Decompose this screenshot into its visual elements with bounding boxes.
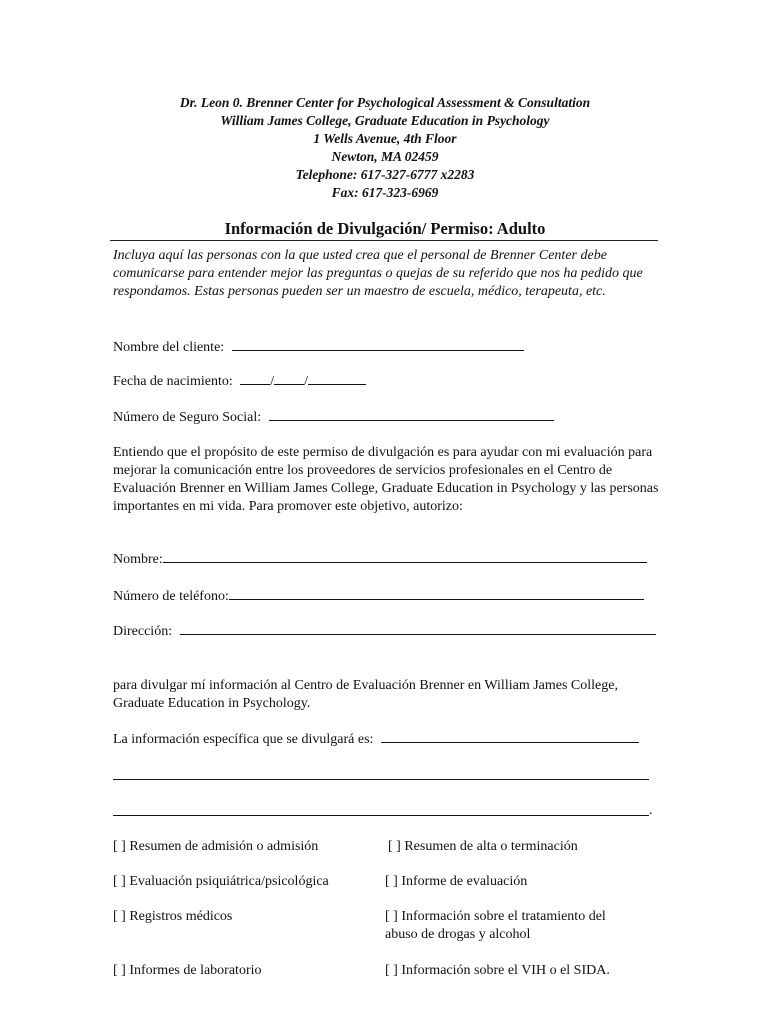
ssn-field[interactable] [269, 409, 554, 421]
specific-info-line-2[interactable] [113, 779, 649, 780]
header-center-name: Dr. Leon 0. Brenner Center for Psychological Assessment & Consultation [179, 95, 591, 110]
checkbox-substance-abuse-treatment[interactable]: [ ] Información sobre el tratamiento del abuso de drogas y alcohol [385, 909, 606, 942]
client-name-field[interactable] [232, 339, 524, 351]
client-name-label: Nombre del cliente: [113, 340, 225, 355]
contact-phone-row [113, 588, 644, 605]
dob-separator: / [304, 374, 309, 389]
contact-name-label: Nombre: [113, 552, 163, 567]
checkbox-discharge-summary[interactable]: [ ] Resumen de alta o terminación [388, 839, 578, 854]
header-city: Newton, MA 02459 [331, 149, 439, 164]
line-end-period: . [649, 803, 653, 818]
intro-instructions: Incluya aquí las personas con la que usted crea que el personal de Brenner Center debe comunicarse para entender mejor las preguntas o quejas de su referido que nos ha pedido que respondamos. Estas personas pueden ser un maestro de escuela, médico, terapeuta, etc. [113, 248, 643, 299]
contact-address-label: Dirección: [113, 624, 173, 639]
client-name-row [113, 339, 524, 356]
ssn-label: Número de Seguro Social: [113, 410, 262, 425]
contact-name-field[interactable] [163, 551, 647, 563]
contact-address-field[interactable] [180, 623, 656, 635]
contact-phone-label: Número de teléfono: [113, 589, 229, 604]
ssn-row [113, 409, 554, 426]
contact-phone-field[interactable] [229, 588, 644, 600]
checkbox-medical-records[interactable]: [ ] Registros médicos [113, 909, 233, 924]
dob-label: Fecha de nacimiento: [113, 374, 233, 389]
specific-info-label: La información específica que se divulgará es: [113, 732, 374, 747]
header-college: William James College, Graduate Education in Psychology [220, 113, 550, 128]
header-street: 1 Wells Avenue, 4th Floor [313, 131, 457, 146]
checkbox-lab-reports[interactable]: [ ] Informes de laboratorio [113, 963, 262, 978]
header-fax: Fax: 617-323-6969 [331, 185, 439, 200]
title-divider [110, 240, 658, 241]
dob-row [113, 373, 366, 390]
checkbox-psych-evaluation[interactable]: [ ] Evaluación psiquiátrica/psicológica [113, 874, 329, 889]
specific-info-row [113, 731, 639, 748]
contact-name-row [113, 551, 647, 568]
dob-month-field[interactable] [240, 373, 270, 385]
checkbox-hiv-aids-info[interactable]: [ ] Información sobre el VIH o el SIDA. [385, 963, 610, 978]
contact-address-row [113, 623, 656, 640]
specific-info-line-3[interactable] [113, 815, 649, 816]
dob-day-field[interactable] [274, 373, 304, 385]
checkbox-admission-summary[interactable]: [ ] Resumen de admisión o admisión [113, 839, 319, 854]
checkbox-evaluation-report[interactable]: [ ] Informe de evaluación [385, 874, 528, 889]
consent-statement: Entiendo que el propósito de este permiso de divulgación es para ayudar con mi evaluación para mejorar la comunicación entre los proveedores de servicios profesionales en el Centro de Evaluación Brenner en William James College, Graduate Education in Psychology y las personas importantes en mi vida. Para promover este objetivo, autorizo: [113, 445, 659, 514]
dob-year-field[interactable] [308, 373, 366, 385]
letterhead [0, 94, 770, 202]
dob-separator: / [270, 374, 275, 389]
header-telephone: Telephone: 617-327-6777 x2283 [295, 167, 475, 182]
disclose-to-statement: para divulgar mí información al Centro de Evaluación Brenner en William James College, Graduate Education in Psychology. [113, 678, 618, 711]
specific-info-field[interactable] [381, 731, 639, 743]
form-title: Información de Divulgación/ Permiso: Adulto [224, 219, 546, 238]
